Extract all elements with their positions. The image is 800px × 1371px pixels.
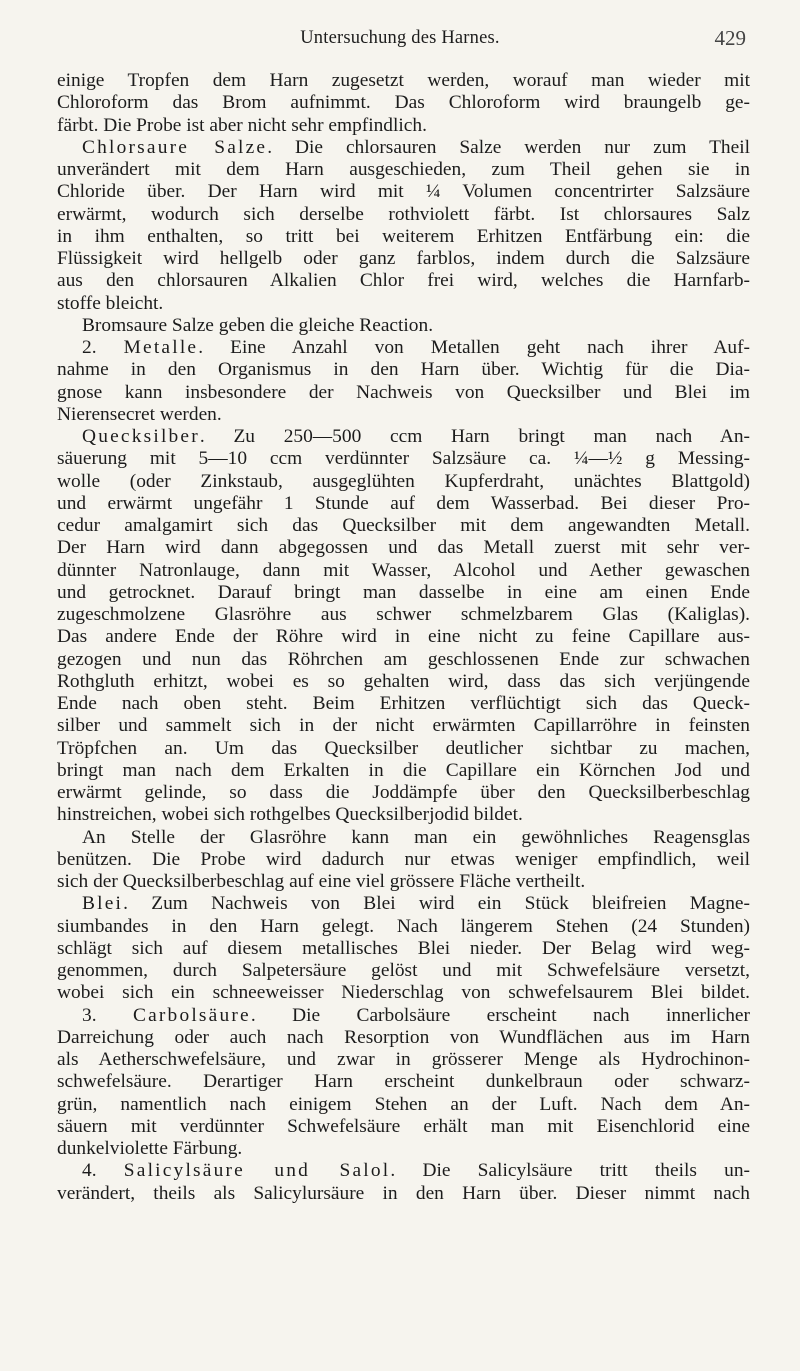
text-line	[57, 916, 750, 938]
text-line	[57, 804, 750, 826]
text-segment: wobei sich ein schneeweisser Niederschlag von schwefelsaurem Blei bildet.	[57, 982, 750, 1004]
text-line	[57, 1071, 750, 1093]
text-segment: Das andere Ende der Röhre wird in eine nicht zu feine Capillare aus-	[57, 626, 750, 648]
text-segment: schlägt sich auf diesem metallisches Blei nieder. Der Belag wird weg-	[57, 937, 750, 959]
text-segment: grün, namentlich nach einigem Stehen an der Luft. Nach dem An-	[57, 1093, 750, 1115]
text-line	[57, 982, 750, 1004]
text-segment: färbt. Die Probe ist aber nicht sehr empfindlich.	[57, 114, 427, 136]
text-segment: bringt man nach dem Erkalten in die Capillare ein Körnchen Jod und	[57, 759, 750, 781]
text-segment: aus den chlorsauren Alkalien Chlor frei wird, welches die Harnfarb-	[57, 270, 750, 292]
text-line	[57, 226, 750, 248]
running-head	[60, 26, 746, 54]
text-line	[57, 560, 750, 582]
text-line	[57, 871, 750, 893]
text-line	[57, 315, 750, 337]
text-segment: An Stelle der Glasröhre kann man ein gewöhnliches Reagensglas	[82, 826, 750, 848]
text-segment: . Eine Anzahl von Metallen geht nach ihrer Auf-	[198, 337, 750, 358]
text-segment: benützen. Die Probe wird dadurch nur etwas weniger empfindlich, weil	[57, 848, 750, 870]
text-segment: Darreichung oder auch nach Resorption von Wundflächen aus im Harn	[57, 1026, 750, 1048]
text-segment: erwärmt gelinde, so dass die Joddämpfe über den Quecksilberbeschlag	[57, 782, 750, 803]
text-line	[57, 960, 750, 982]
text-line	[57, 181, 750, 203]
text-segment: erwärmt, wodurch sich derselbe rothviolett färbt. Ist chlorsaures Salz	[57, 203, 750, 225]
text-line	[57, 1138, 750, 1160]
text-segment: einige Tropfen dem Harn zugesetzt werden, worauf man wieder mit	[57, 70, 750, 91]
text-segment: Chloride über. Der Harn wird mit ¼ Volumen concentrirter Salzsäure	[57, 181, 750, 203]
text-line	[57, 270, 750, 292]
text-line	[57, 604, 750, 626]
text-segment: als Aetherschwefelsäure, und zwar in grösserer Menge als Hydrochinon-	[57, 1049, 750, 1070]
text-segment: dünnter Natronlauge, dann mit Wasser, Alcohol und Aether gewaschen	[57, 559, 750, 581]
text-line	[57, 693, 750, 715]
spaced-heading: Chlorsaure Salze	[82, 136, 268, 158]
spaced-heading: Salicylsäure und Salol	[123, 1160, 391, 1182]
text-line	[57, 471, 750, 493]
text-segment: gnose kann insbesondere der Nachweis von Quecksilber und Blei im	[57, 381, 750, 403]
text-line	[57, 493, 750, 515]
text-segment: säuern mit verdünnter Schwefelsäure erhält man mit Eisenchlorid eine	[57, 1115, 750, 1137]
text-segment: nahme in den Organismus in den Harn über. Wichtig für die Dia-	[57, 359, 750, 381]
text-line	[57, 582, 750, 604]
text-line	[57, 426, 750, 448]
page-number: 429	[714, 26, 746, 50]
text-segment: verändert, theils als Salicylursäure in den Harn über. Dieser nimmt nach	[57, 1182, 750, 1204]
text-line	[57, 448, 750, 470]
text-line	[57, 515, 750, 537]
text-segment: 2.	[82, 337, 124, 358]
text-segment: . Die chlorsauren Salze werden nur zum Theil	[267, 136, 750, 158]
text-segment: Ende nach oben steht. Beim Erhitzen verflüchtigt sich das Queck-	[57, 693, 750, 714]
text-segment: . Die Salicylsäure tritt theils un-	[390, 1160, 750, 1182]
text-line	[57, 404, 750, 426]
text-line	[57, 893, 750, 915]
text-line	[57, 382, 750, 404]
text-line	[57, 337, 750, 359]
text-segment: Chloroform das Brom aufnimmt. Das Chloroform wird braungelb ge-	[57, 92, 750, 114]
text-line	[57, 248, 750, 270]
text-segment: Der Harn wird dann abgegossen und das Metall zuerst mit sehr ver-	[57, 537, 750, 559]
text-segment: cedur amalgamirt sich das Quecksilber mit dem angewandten Metall.	[57, 515, 750, 536]
text-segment: genommen, durch Salpetersäure gelöst und mit Schwefelsäure versetzt,	[57, 960, 750, 981]
running-title: Untersuchung des Harnes.	[300, 28, 500, 48]
text-segment: zugeschmolzene Glasröhre aus schwer schmelzbarem Glas (Kaliglas).	[57, 604, 750, 625]
text-segment: säuerung mit 5—10 ccm verdünnter Salzsäure ca. ¼—½ g Messing-	[57, 448, 750, 470]
text-segment: hinstreichen, wobei sich rothgelbes Quecksilberjodid bildet.	[57, 804, 523, 826]
text-line	[57, 159, 750, 181]
text-line	[57, 92, 750, 114]
spaced-heading: Blei	[82, 893, 124, 915]
text-line	[57, 359, 750, 381]
text-line	[57, 738, 750, 760]
text-segment: . Zum Nachweis von Blei wird ein Stück bleifreien Magne-	[123, 893, 750, 915]
text-line	[57, 938, 750, 960]
text-line	[57, 626, 750, 648]
text-line	[57, 1049, 750, 1071]
text-segment: Flüssigkeit wird hellgelb oder ganz farblos, indem durch die Salzsäure	[57, 248, 750, 269]
text-segment: und erwärmt ungefähr 1 Stunde auf dem Wasserbad. Bei dieser Pro-	[57, 492, 750, 514]
text-segment: schwefelsäure. Derartiger Harn erscheint dunkelbraun oder schwarz-	[57, 1071, 750, 1093]
spaced-heading: Carbolsäure	[132, 1004, 251, 1026]
text-segment: sich der Quecksilberbeschlag auf eine viel grössere Fläche vertheilt.	[57, 871, 586, 892]
text-segment: dunkelviolette Färbung.	[57, 1138, 243, 1159]
text-segment: Tröpfchen an. Um das Quecksilber deutlicher sichtbar zu machen,	[57, 737, 750, 759]
text-line	[57, 70, 750, 92]
text-segment: Nierensecret werden.	[57, 403, 222, 425]
text-line	[57, 537, 750, 559]
body-text	[57, 70, 750, 1205]
text-segment: . Die Carbolsäure erscheint nach innerlicher	[250, 1004, 750, 1026]
spaced-heading: Quecksilber	[82, 426, 200, 447]
text-line	[57, 649, 750, 671]
text-segment: Bromsaure Salze geben die gleiche Reaction.	[82, 314, 434, 336]
text-line	[57, 293, 750, 315]
text-segment: gezogen und nun das Röhrchen am geschlossenen Ende zur schwachen	[57, 648, 750, 670]
text-line	[57, 137, 750, 159]
text-line	[57, 115, 750, 137]
text-segment: silber und sammelt sich in der nicht erwärmten Capillarröhre in feinsten	[57, 715, 750, 737]
text-line	[57, 1183, 750, 1205]
text-segment: und getrocknet. Darauf bringt man dasselbe in eine am einen Ende	[57, 581, 750, 603]
text-line	[57, 1027, 750, 1049]
text-segment: in ihm enthalten, so tritt bei weiterem Erhitzen Entfärbung ein: die	[57, 225, 750, 247]
text-segment: stoffe bleicht.	[57, 292, 164, 314]
text-segment: Rothgluth erhitzt, wobei es so gehalten wird, dass das sich verjüngende	[57, 670, 750, 692]
text-segment: siumbandes in den Harn gelegt. Nach längerem Stehen (24 Stunden)	[57, 915, 750, 937]
text-segment: 3.	[82, 1004, 133, 1026]
text-line	[57, 827, 750, 849]
text-line	[57, 1160, 750, 1182]
spaced-heading: Metalle	[123, 337, 199, 358]
text-line	[57, 671, 750, 693]
text-line	[57, 760, 750, 782]
text-line	[57, 1116, 750, 1138]
text-line	[57, 849, 750, 871]
text-line	[57, 1005, 750, 1027]
text-line	[57, 782, 750, 804]
text-segment: . Zu 250—500 ccm Harn bringt man nach An-	[199, 426, 750, 447]
text-segment: wolle (oder Zinkstaub, ausgeglühten Kupferdraht, unächtes Blattgold)	[57, 470, 750, 492]
text-segment: 4.	[82, 1160, 124, 1182]
text-line	[57, 715, 750, 737]
text-line	[57, 1094, 750, 1116]
text-line	[57, 204, 750, 226]
text-segment: unverändert mit dem Harn ausgeschieden, zum Theil gehen sie in	[57, 159, 750, 180]
